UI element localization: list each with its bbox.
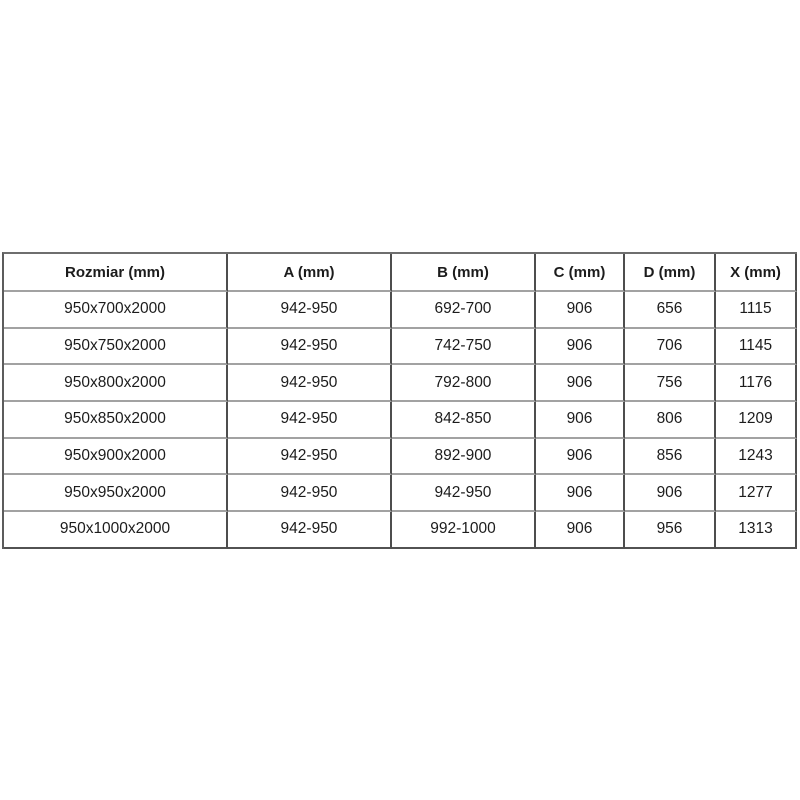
cell-c: 906 — [536, 402, 625, 439]
cell-rozmiar: 950x850x2000 — [4, 402, 228, 439]
cell-x: 1209 — [716, 402, 797, 439]
cell-d: 806 — [625, 402, 716, 439]
cell-c: 906 — [536, 365, 625, 402]
cell-rozmiar: 950x950x2000 — [4, 475, 228, 512]
size-table — [2, 252, 797, 549]
size-table-container — [2, 252, 797, 549]
table-row — [4, 329, 797, 366]
cell-b: 692-700 — [392, 292, 536, 329]
cell-rozmiar: 950x800x2000 — [4, 365, 228, 402]
table-row — [4, 439, 797, 476]
cell-d: 706 — [625, 329, 716, 366]
col-header-b: B (mm) — [392, 254, 536, 292]
cell-c: 906 — [536, 475, 625, 512]
cell-b: 992-1000 — [392, 512, 536, 549]
cell-c: 906 — [536, 329, 625, 366]
cell-x: 1145 — [716, 329, 797, 366]
cell-d: 956 — [625, 512, 716, 549]
cell-d: 756 — [625, 365, 716, 402]
cell-rozmiar: 950x700x2000 — [4, 292, 228, 329]
col-header-c: C (mm) — [536, 254, 625, 292]
cell-b: 892-900 — [392, 439, 536, 476]
col-header-a: A (mm) — [228, 254, 392, 292]
cell-rozmiar: 950x900x2000 — [4, 439, 228, 476]
table-row — [4, 512, 797, 549]
cell-a: 942-950 — [228, 365, 392, 402]
cell-a: 942-950 — [228, 512, 392, 549]
cell-rozmiar: 950x750x2000 — [4, 329, 228, 366]
table-row — [4, 365, 797, 402]
cell-c: 906 — [536, 439, 625, 476]
col-header-d: D (mm) — [625, 254, 716, 292]
col-header-x: X (mm) — [716, 254, 797, 292]
table-row — [4, 402, 797, 439]
cell-a: 942-950 — [228, 475, 392, 512]
table-body — [4, 292, 797, 549]
cell-c: 906 — [536, 512, 625, 549]
cell-a: 942-950 — [228, 292, 392, 329]
cell-a: 942-950 — [228, 329, 392, 366]
cell-a: 942-950 — [228, 439, 392, 476]
cell-c: 906 — [536, 292, 625, 329]
cell-d: 856 — [625, 439, 716, 476]
cell-a: 942-950 — [228, 402, 392, 439]
table-row — [4, 292, 797, 329]
cell-d: 656 — [625, 292, 716, 329]
cell-x: 1277 — [716, 475, 797, 512]
cell-b: 942-950 — [392, 475, 536, 512]
cell-b: 842-850 — [392, 402, 536, 439]
table-row — [4, 475, 797, 512]
cell-b: 742-750 — [392, 329, 536, 366]
cell-x: 1115 — [716, 292, 797, 329]
header-row — [4, 254, 797, 292]
col-header-rozmiar: Rozmiar (mm) — [4, 254, 228, 292]
cell-d: 906 — [625, 475, 716, 512]
cell-rozmiar: 950x1000x2000 — [4, 512, 228, 549]
cell-x: 1313 — [716, 512, 797, 549]
cell-x: 1243 — [716, 439, 797, 476]
cell-x: 1176 — [716, 365, 797, 402]
cell-b: 792-800 — [392, 365, 536, 402]
